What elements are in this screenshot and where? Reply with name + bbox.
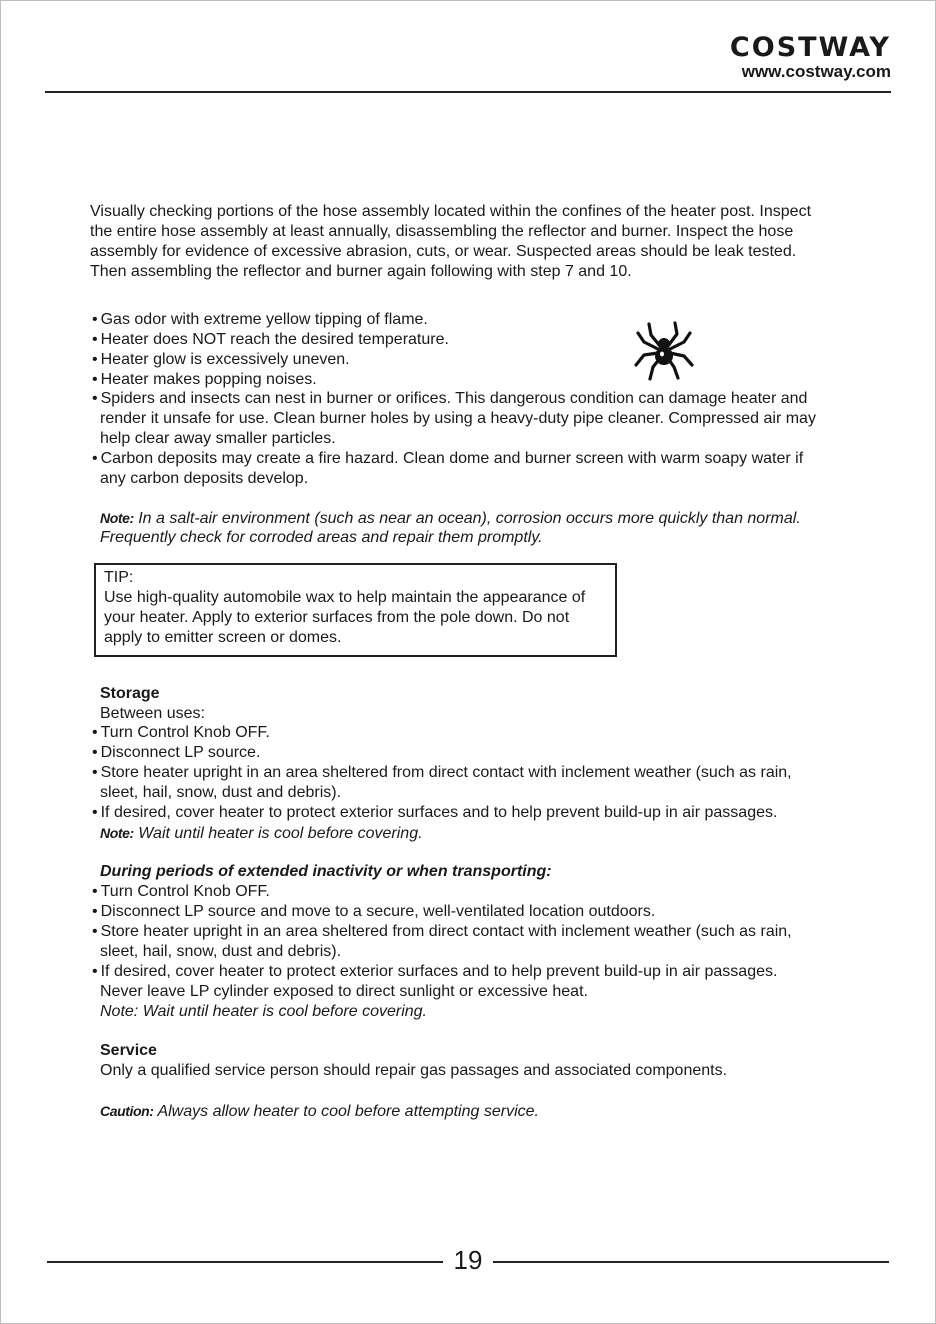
carbon-warning-line: • Carbon deposits may create a fire hazard. Clean dome and burner screen with warm soapy water if [92,449,803,469]
intro-line-4: Then assembling the reflector and burner again following with step 7 and 10. [90,263,632,280]
spider-warning-line: • Spiders and insects can nest in burner or orifices. This dangerous condition can damage heater and [92,389,807,409]
spider-warning-line: render it unsafe for use. Clean burner holes by using a heavy-duty pipe cleaner. Compressed air may [100,410,816,427]
symptom-item: • Heater glow is excessively uneven. [92,350,350,370]
symptom-item: • Heater does NOT reach the desired temperature. [92,330,449,350]
carbon-warning-line: any carbon deposits develop. [100,470,309,487]
storage-heading: Storage [100,685,160,702]
transport-item: • Turn Control Knob OFF. [92,882,270,902]
storage-note [100,823,423,844]
spider-warning-line: help clear away smaller particles. [100,430,336,447]
storage-item: • Turn Control Knob OFF. [92,723,270,743]
transport-item-continued: sleet, hail, snow, dust and debris). [100,943,342,960]
note-label: Note: [100,510,134,526]
storage-intro: Between uses: [100,705,205,722]
tip-line: Use high-quality automobile wax to help maintain the appearance of [104,589,586,606]
symptom-item: • Heater makes popping noises. [92,370,317,390]
footer-rule-left [47,1261,443,1263]
tip-title: TIP: [104,569,134,586]
service-heading: Service [100,1042,157,1059]
spider-icon [633,320,695,382]
header-divider [45,91,891,93]
storage-item: • Store heater upright in an area sheltered from direct contact with inclement weather (such as rain, [92,763,792,783]
transport-item: • Disconnect LP source and move to a secure, well-ventilated location outdoors. [92,902,655,922]
caution-label: Caution: [100,1103,154,1119]
intro-line-2: the entire hose assembly at least annually, disassembling the reflector and burner. Inspect the hose [90,223,794,240]
note-text: Wait until heater is cool before covering. [138,825,423,842]
tip-line: your heater. Apply to exterior surfaces from the pole down. Do not [104,609,570,626]
tip-line: apply to emitter screen or domes. [104,629,342,646]
symptom-item: • Gas odor with extreme yellow tipping of flame. [92,310,428,330]
caution-note [100,1101,539,1122]
note-label: Note: [100,825,134,841]
storage-item-continued: sleet, hail, snow, dust and debris). [100,784,342,801]
caution-text: Always allow heater to cool before attempting service. [157,1103,539,1120]
transport-item: • Store heater upright in an area sheltered from direct contact with inclement weather (such as rain, [92,922,792,942]
costway-logo [730,34,891,82]
storage-item: • Disconnect LP source. [92,743,260,763]
transport-note: Note: Wait until heater is cool before covering. [100,1003,427,1020]
page-number: 19 [453,1245,483,1275]
storage-item: • If desired, cover heater to protect exterior surfaces and to help prevent build-up in air passages. [92,803,777,823]
service-text: Only a qualified service person should repair gas passages and associated components. [100,1062,728,1079]
salt-air-note [100,508,801,529]
brand-url: www.costway.com [741,62,891,81]
footer-rule-right [493,1261,889,1263]
salt-air-note-line-2: Frequently check for corroded areas and repair them promptly. [100,529,543,546]
note-text: In a salt-air environment (such as near an ocean), corrosion occurs more quickly than normal. [138,510,801,527]
brand-name: COSTWAY [729,32,891,63]
transport-item: • If desired, cover heater to protect exterior surfaces and to help prevent build-up in air passages. [92,962,777,982]
intro-line-3: assembly for evidence of excessive abrasion, cuts, or wear. Suspected areas should be leak tested. [90,243,797,260]
transport-warning: Never leave LP cylinder exposed to direct sunlight or excessive heat. [100,983,588,1000]
transport-heading: During periods of extended inactivity or when transporting: [100,863,552,880]
intro-line-1: Visually checking portions of the hose assembly located within the confines of the heater post. Inspect [90,203,812,220]
